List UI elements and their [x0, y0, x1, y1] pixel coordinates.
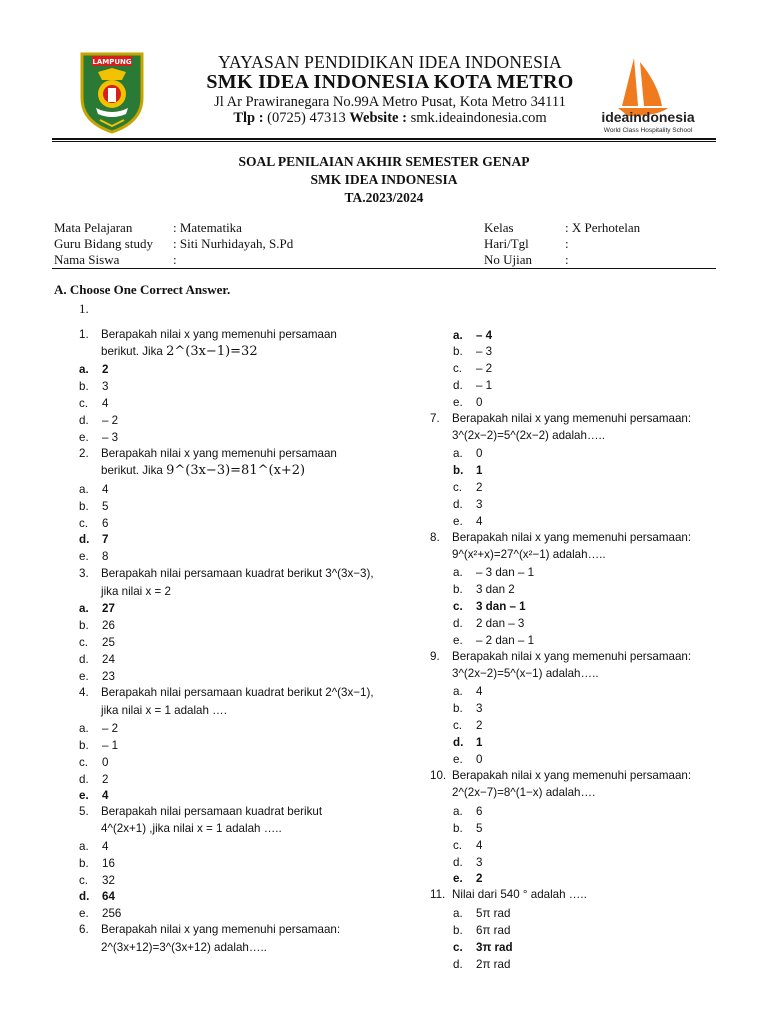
info-rule: [52, 268, 716, 269]
class-value: : X Perhotelan: [565, 220, 641, 235]
section-heading: A. Choose One Correct Answer.: [54, 282, 231, 297]
ideaindonesia-logo: [588, 56, 708, 136]
question-line: jika nilai x = 1 adalah ….: [101, 704, 227, 717]
exam-number-value: :: [565, 252, 569, 267]
lampung-emblem-icon: [78, 50, 146, 134]
class-label: Kelas: [484, 220, 514, 235]
date-value: :: [565, 236, 569, 251]
question-line: 3^(2x−2)=5^(2x−2) adalah…..: [452, 429, 605, 442]
questions-right-column: a. – 4 b. – 3 c. – 2 d. – 1 e. 0 7. Berapakah nilai x yang memenuhi persamaan: 3^(2x−2)=5^(2x−2) adalah….. a. 0 b. 1 c. 2 d. 3 e. 4 8. Berapakah nilai x yang memenuhi persamaan: 9^(x²+x)=27^(x²−1) adalah….. a. – 3 dan – 1 b. 3 dan 2 c. 3 dan – 1 d. 2 dan – 3 e. – 2 dan – 1 9. Berapakah nilai x yang memenuhi persamaan: 3^(2x−2)=5^(x−1) adalah….. a. 4 b. 3 c. 2 d. 1 e. 0 10. Berapakah nilai x yang memenuhi persamaan: 2^(2x−7)=8^(1−x) adalah…. a. 6 b. 5 c. 4 d. 3 e. 2 11. Nilai dari 540 ° adalah ….. a. 5π rad b. 6π rad c. 3π rad d. 2π rad: [430, 329, 692, 971]
foundation-name: YAYASAN PENDIDIKAN IDEA INDONESIA: [218, 52, 562, 72]
exam-school: SMK IDEA INDONESIA: [310, 172, 458, 187]
exam-number-label: No Ujian: [484, 252, 533, 267]
school-name: SMK IDEA INDONESIA KOTA METRO: [206, 71, 574, 93]
questions-left-column: 1. Berapakah nilai x yang memenuhi persamaan berikut. Jika 2^(3x−1)=32 a. 2 b. 3 c. 4 d. – 2 e. – 3 2. Berapakah nilai x yang memenuhi persamaan berikut. Jika 9^(3x−3)=81^(x+2) a. 4 b. 5 c. 6 d. 7 e. 8 3. Berapakah nilai persamaan kuadrat berikut 3^(3x−3), jika nilai x = 2 a. 27 b. 26 c. 25 d. 24 e. 23 4. Berapakah nilai persamaan kuadrat berikut 2^(3x−1), jika nilai x = 1 adalah …. a. – 2 b. – 1 c. 0 d. 2 e. 4 5. Berapakah nilai persamaan kuadrat berikut 4^(2x+1) ,jika nilai x = 1 adalah ….. a. 4 b. 16 c. 32 d. 64 e. 256 6. Berapakah nilai x yang memenuhi persamaan: 2^(3x+12)=3^(3x+12) adalah…..: [79, 328, 374, 954]
header-rule-thin: [52, 141, 716, 142]
question-line: berikut. Jika 9^(3x−3)=81^(x+2): [101, 463, 306, 478]
math-expression: 9^(3x−3)=81^(x+2): [166, 463, 306, 478]
student-value: :: [173, 252, 177, 267]
website-label: Website :: [349, 110, 407, 126]
question-line: berikut. Jika 2^(3x−1)=32: [101, 344, 258, 359]
subject-value: : Matematika: [173, 220, 242, 235]
website-url: smk.ideaindonesia.com: [410, 110, 547, 126]
phone-label: Tlp :: [233, 110, 264, 126]
svg-text:LAMPUNG: LAMPUNG: [92, 58, 132, 66]
math-expression: 2^(3x−1)=32: [166, 344, 258, 359]
svg-text:World Class Hospitality School: World Class Hospitality School: [603, 127, 693, 134]
phone-number: (0725) 47313: [267, 110, 346, 126]
question-line: jika nilai x = 2: [101, 585, 171, 598]
question-line: 3^(2x−2)=5^(x−1) adalah…..: [452, 667, 599, 680]
teacher-label: Guru Bidang study: [54, 236, 153, 251]
question-text: Berapakah nilai x yang memenuhi persamaan: [101, 328, 337, 341]
section-item-number: 1.: [79, 301, 89, 316]
question-line: 4^(2x+1) ,jika nilai x = 1 adalah …..: [101, 822, 282, 835]
school-contact: [150, 110, 630, 127]
date-label: Hari/Tgl: [484, 236, 529, 251]
teacher-value: : Siti Nurhidayah, S.Pd: [173, 236, 294, 251]
subject-label: Mata Pelajaran: [54, 220, 133, 235]
exam-year: TA.2023/2024: [344, 190, 424, 205]
question-line: 2^(2x−7)=8^(1−x) adalah….: [452, 786, 596, 799]
student-label: Nama Siswa: [54, 252, 120, 267]
exam-title: SOAL PENILAIAN AKHIR SEMESTER GENAP: [238, 154, 530, 169]
header-rule-thick: [52, 138, 716, 140]
svg-text:ideaindonesia: ideaindonesia: [601, 109, 695, 125]
question-line: 9^(x²+x)=27^(x²−1) adalah…..: [452, 548, 606, 561]
question-line: 2^(3x+12)=3^(3x+12) adalah…..: [101, 941, 267, 954]
school-address: Jl Ar Prawiranegara No.99A Metro Pusat, Kota Metro 34111: [214, 94, 566, 110]
